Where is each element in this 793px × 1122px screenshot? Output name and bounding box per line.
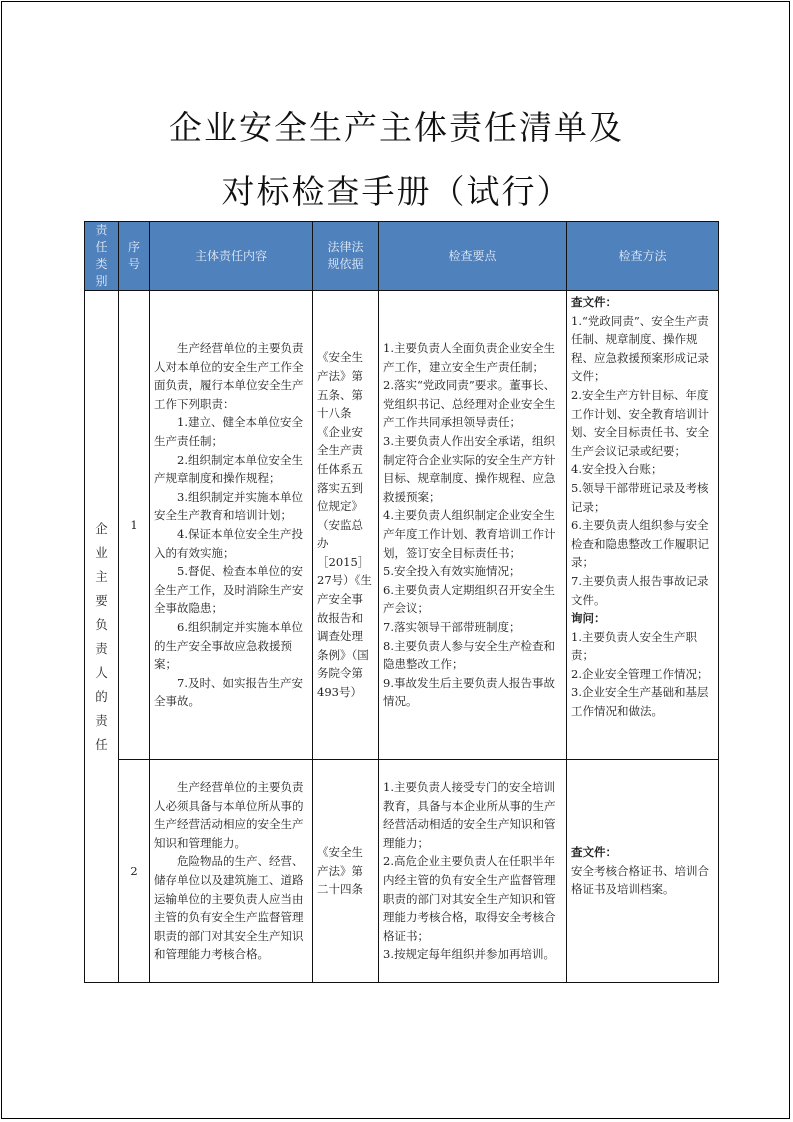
list-paragraph: 3.主要负责人作出安全承诺，组织制定符合企业实际的安全生产方针目标、规章制度、操作规程、应急救援预案； bbox=[383, 434, 556, 504]
check-points-cell bbox=[379, 291, 567, 760]
list-paragraph: 2.安全生产方针目标、年度工作计划、安全教育培训计划、安全目标责任书、安全生产会议记录或纪要； bbox=[571, 387, 709, 458]
list-paragraph: 1.“党政同责”、安全生产责任制、规章制度、操作规程、应急救援预案形成记录文件； bbox=[571, 313, 709, 384]
list-paragraph: 2.落实“党政同责”要求。董事长、党组织书记、总经理对企业安全生产工作共同承担领导责任； bbox=[383, 378, 556, 430]
list-paragraph: 3.按规定每年组织并参加再培训。 bbox=[383, 947, 555, 962]
table-header-row bbox=[85, 222, 719, 291]
list-paragraph: 1.主要负责人接受专门的安全培训教育，具备与本企业所从事的生产经营活动相适的安全生产知识和管理能力； bbox=[383, 780, 556, 850]
list-paragraph: 4.安全投入台账； bbox=[571, 462, 663, 477]
list-paragraph: 7.主要负责人报告事故记录文件。 bbox=[571, 573, 709, 607]
list-paragraph: 4.主要负责人组织制定企业安全生产年度工作计划、教育培训工作计划，签订安全目标责任书； bbox=[383, 508, 556, 560]
legal-basis-cell: 《安全生产法》第二十四条 bbox=[313, 760, 379, 983]
header-legal bbox=[313, 222, 379, 291]
list-paragraph: 生产经营单位的主要负责人对本单位的安全生产工作全面负责，履行本单位安全生产工作下列职责： bbox=[154, 341, 304, 411]
document-title-line2: 对标检查手册（试行） bbox=[221, 172, 572, 211]
list-paragraph: 3.企业安全生产基础和基层工作情况和做法。 bbox=[571, 685, 709, 719]
category-text: 企 业 主 要 负 责 人 的 责 任 bbox=[95, 520, 108, 752]
list-paragraph: 5.领导干部带班记录及考核记录； bbox=[571, 480, 709, 514]
method-docs-heading: 查文件： bbox=[571, 295, 617, 309]
category-cell bbox=[85, 291, 119, 983]
list-paragraph: 危险物品的生产、经营、储存单位以及建筑施工、道路运输单位的主要负责人应当由主管的负有安全生产监督管理职责的部门对其安全生产知识和管理能力考核合格。 bbox=[154, 854, 304, 962]
method-ask-list bbox=[571, 628, 714, 721]
method-docs-heading: 查文件： bbox=[571, 845, 617, 860]
content-cell bbox=[150, 291, 313, 760]
header-legal-text: 法律法 规依据 bbox=[327, 240, 364, 271]
check-method-cell bbox=[567, 291, 719, 760]
header-category bbox=[85, 222, 119, 291]
check-method-cell bbox=[567, 760, 719, 983]
list-paragraph: 8.主要负责人参与安全生产检查和隐患整改工作； bbox=[383, 638, 555, 672]
list-paragraph: 3.组织制定并实施本单位安全生产教育和培训计划； bbox=[154, 489, 303, 523]
list-paragraph: 6.主要负责人定期组织召开安全生产会议； bbox=[383, 582, 555, 616]
list-paragraph: 5.督促、检查本单位的安全生产工作，及时消除生产安全事故隐患； bbox=[154, 564, 304, 616]
header-points: 检查要点 bbox=[379, 222, 567, 291]
list-paragraph: 2.企业安全管理工作情况； bbox=[571, 666, 709, 681]
check-points-cell bbox=[379, 760, 567, 983]
method-ask-heading: 询问： bbox=[571, 611, 606, 626]
list-paragraph: 安全考核合格证书、培训合格证书及培训档案。 bbox=[571, 863, 709, 897]
legal-basis-cell: 《安全生产法》第五条、第十八条《企业安全生产责任体系五落实五到位规定》（安监总办［2015］27号）《生产安全事故报告和调查处理条例》（国务院令第493号） bbox=[313, 291, 379, 760]
table-row bbox=[85, 760, 719, 983]
list-paragraph: 9.事故发生后主要负责人报告事故情况。 bbox=[383, 675, 555, 709]
header-category-text: 责 任 类 别 bbox=[95, 223, 108, 288]
header-index bbox=[119, 222, 150, 291]
list-paragraph: 2.组织制定本单位安全生产规章制度和操作规程； bbox=[154, 452, 303, 486]
list-paragraph: 6.组织制定并实施本单位的生产安全事故应急救援预案； bbox=[154, 619, 303, 672]
content-cell bbox=[150, 760, 313, 983]
table-row bbox=[85, 291, 719, 760]
row-index: 2 bbox=[119, 760, 150, 983]
header-content: 主体责任内容 bbox=[150, 222, 313, 291]
list-paragraph: 2.高危企业主要负责人在任职半年内经主管的负有安全生产监督管理职责的部门对其安全生产知识和管理能力考核合格，取得安全考核合格证书； bbox=[383, 854, 556, 943]
list-paragraph: 7.落实领导干部带班制度； bbox=[383, 619, 521, 634]
responsibility-table bbox=[84, 221, 719, 983]
header-index-text: 序 号 bbox=[127, 240, 140, 271]
document-title-line1: 企业安全生产主体责任清单及 bbox=[169, 108, 624, 147]
list-paragraph: 1.主要负责人全面负责企业安全生产工作，建立安全生产责任制； bbox=[383, 341, 555, 374]
method-docs-list bbox=[571, 862, 714, 899]
list-paragraph: 4.保证本单位安全生产投入的有效实施； bbox=[154, 527, 303, 560]
list-paragraph: 6.主要负责人组织参与安全检查和隐患整改工作履职记录； bbox=[571, 518, 709, 570]
header-method: 检查方法 bbox=[567, 222, 719, 291]
list-paragraph: 5.安全投入有效实施情况； bbox=[383, 564, 521, 579]
list-paragraph: 1.主要负责人安全生产职责； bbox=[571, 629, 697, 663]
list-paragraph: 7.及时、如实报告生产安全事故。 bbox=[154, 675, 303, 709]
method-docs-list bbox=[571, 312, 714, 610]
list-paragraph: 生产经营单位的主要负责人必须具备与本单位所从事的生产经营活动相应的安全生产知识和管理能力。 bbox=[154, 780, 304, 850]
list-paragraph: 1.建立、健全本单位安全生产责任制； bbox=[154, 415, 303, 449]
row-index: 1 bbox=[119, 291, 150, 760]
